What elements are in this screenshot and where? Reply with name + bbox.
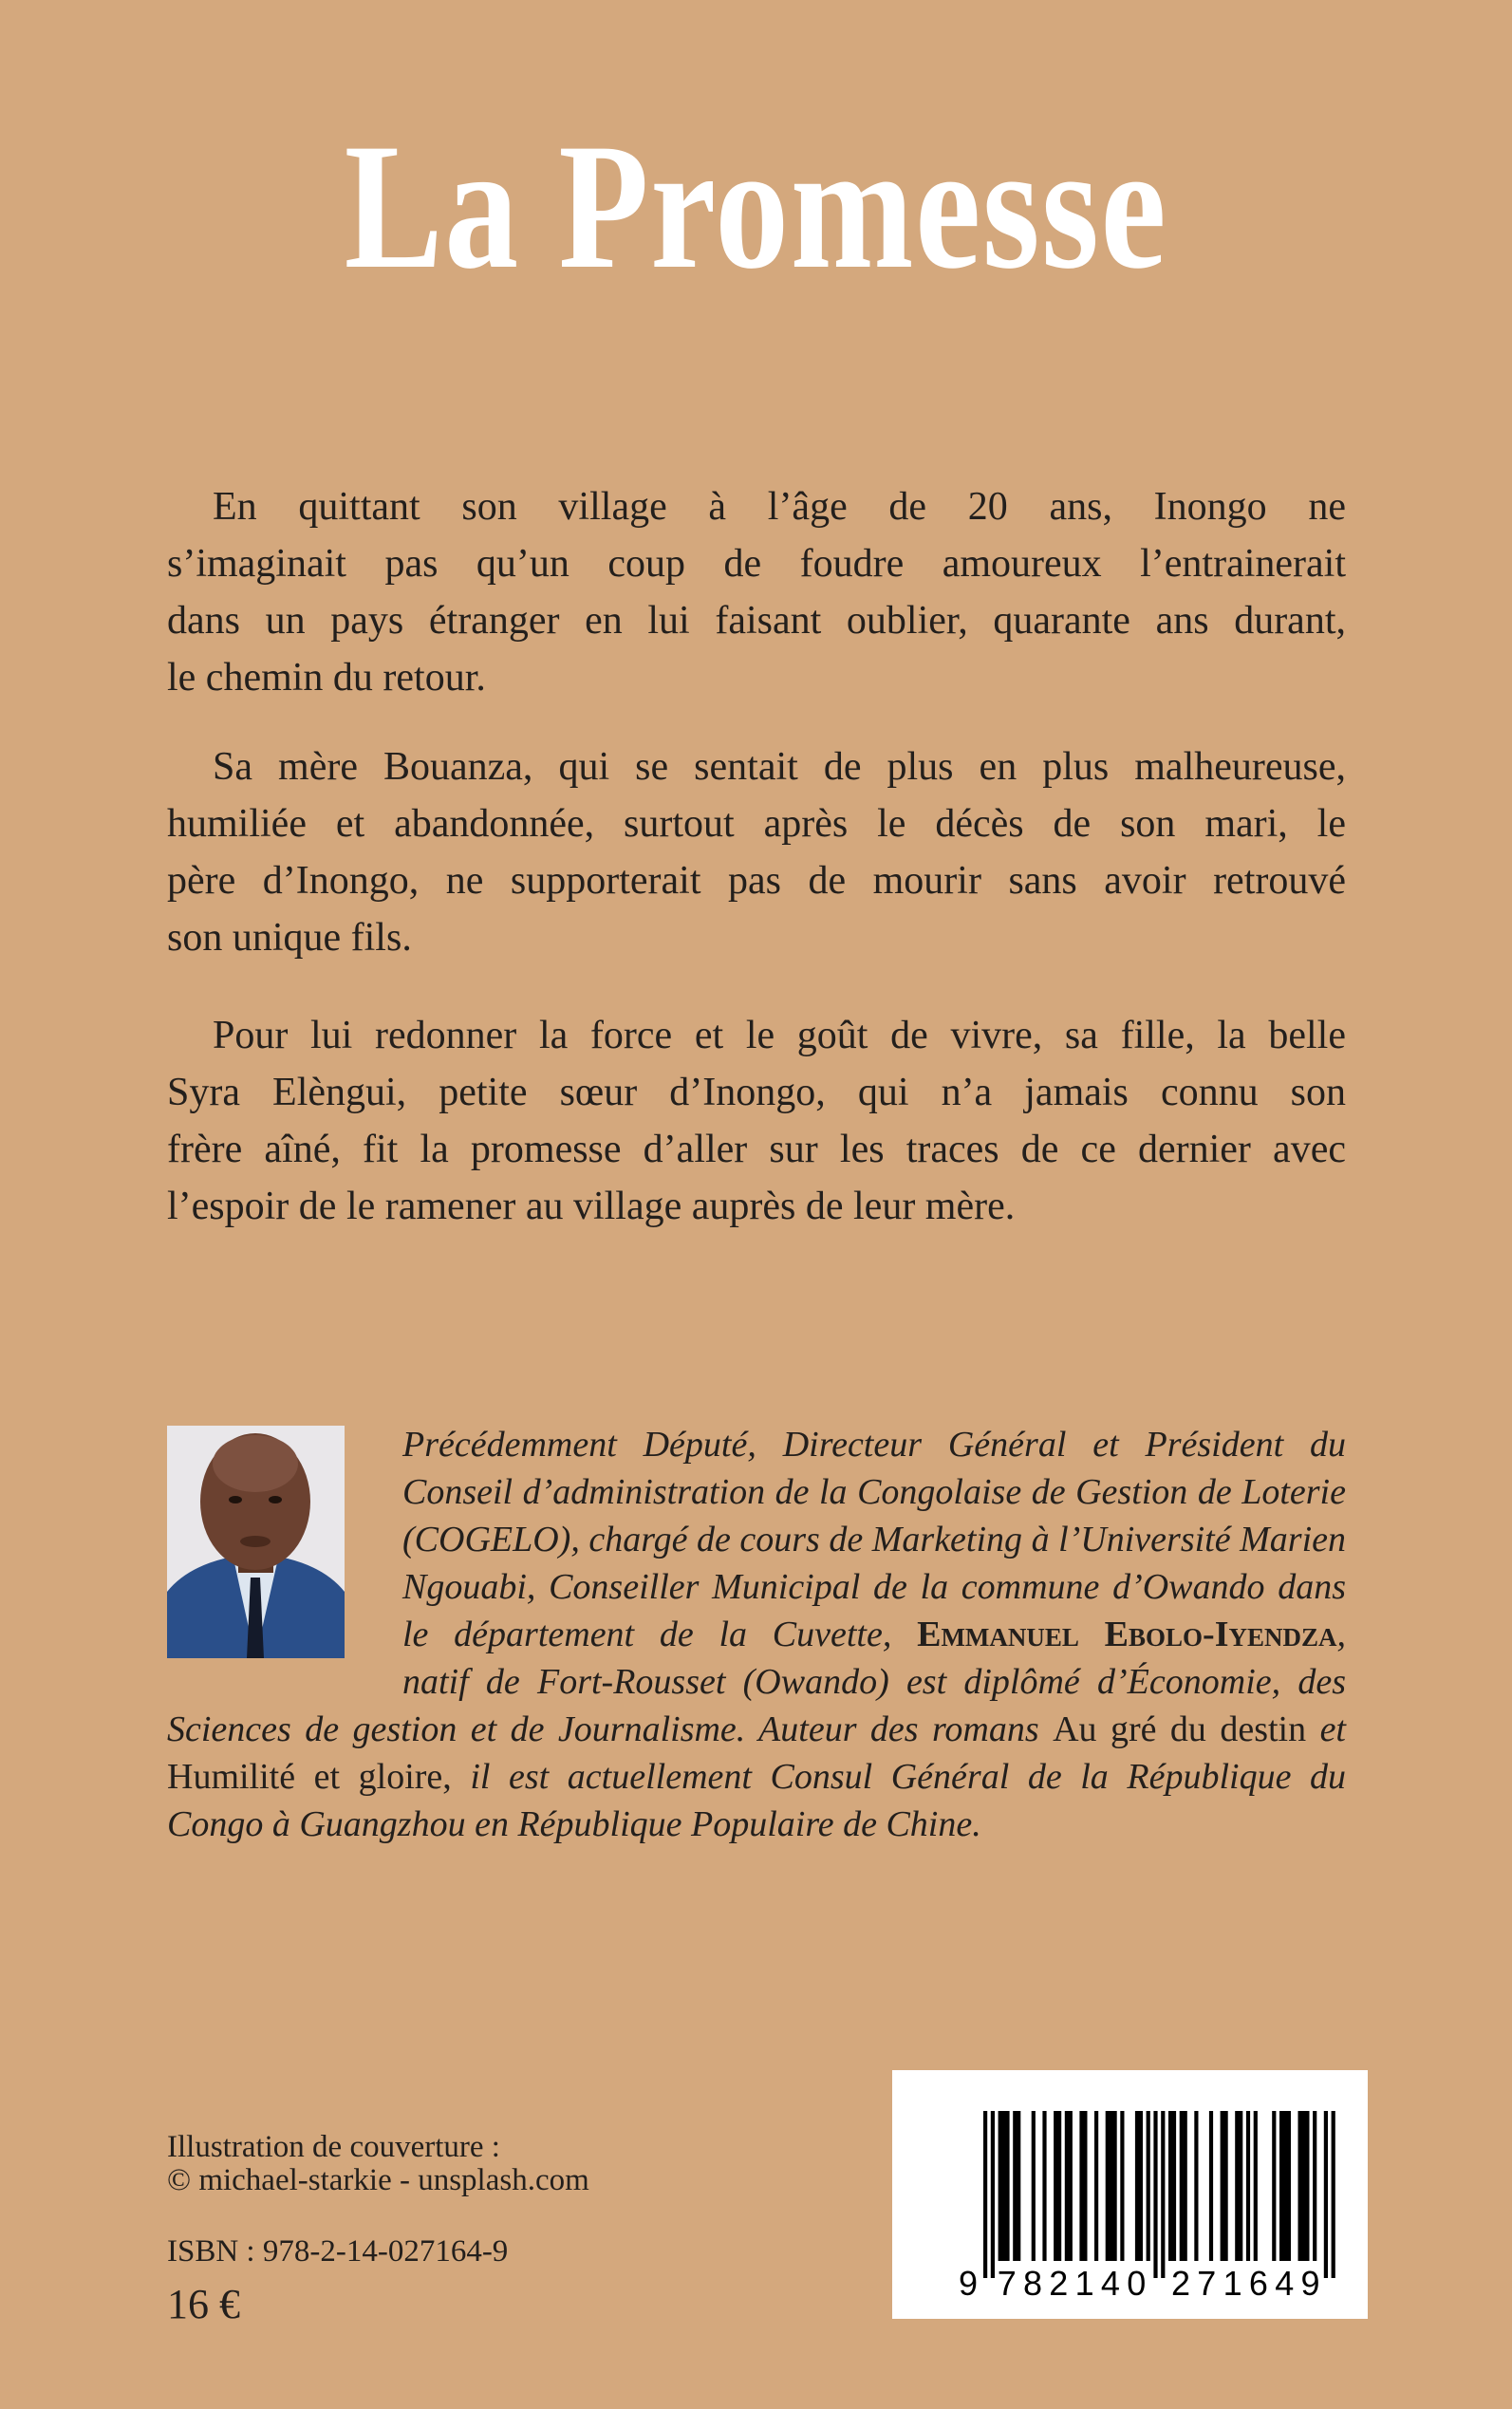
text-line: son unique fils. (167, 916, 412, 960)
barcode-bar (1301, 2111, 1305, 2261)
blurb-paragraph-1 (167, 478, 1346, 706)
text-line: le chemin du retour. (167, 656, 486, 700)
barcode-digit: 4 (1275, 2264, 1295, 2303)
barcode-digit: 2 (1049, 2264, 1069, 2303)
barcode-bar (1298, 2111, 1302, 2261)
barcode-bar (1313, 2111, 1316, 2261)
barcode-bar (1110, 2111, 1113, 2261)
barcode-bar (1239, 2111, 1242, 2261)
barcode-bar (1287, 2111, 1291, 2261)
barcode-digit: 7 (997, 2264, 1017, 2303)
text-line: Syra Elèngui, petite sœur d’Inongo, qui n’a jamais connu son (167, 1071, 1346, 1114)
text-line: humiliée et abandonnée, surtout après le décès de son mari, le (167, 802, 1346, 846)
barcode-bar (1305, 2111, 1309, 2261)
barcode-bar (1209, 2111, 1213, 2261)
bio-line (167, 1706, 1346, 1753)
text-line: dans un pays étranger en lui faisant oublier, quarante ans durant, (167, 599, 1346, 643)
text-line: frère aîné, fit la promesse d’aller sur les traces de ce dernier avec (167, 1128, 1346, 1171)
barcode-bar (999, 2111, 1002, 2261)
bio-text: , (1336, 1615, 1346, 1654)
bio-text: il est actuellement Consul Général de la République du (451, 1757, 1346, 1797)
author-bio (167, 1421, 1346, 1848)
bio-text: et (1306, 1709, 1346, 1749)
barcode-bar (1083, 2111, 1087, 2261)
barcode-bar (1147, 2111, 1150, 2261)
bio-line: Congo à Guangzhou en République Populaire de Chine. (167, 1804, 981, 1844)
barcode-bar (1135, 2111, 1139, 2261)
barcode-digit: 2 (1171, 2264, 1191, 2303)
barcode-digit: 1 (1074, 2264, 1094, 2303)
barcode-bar (1013, 2111, 1017, 2261)
illustration-source: © michael-starkie - unsplash.com (167, 2163, 589, 2197)
barcode-bar (1153, 2111, 1157, 2278)
bio-line: Conseil d’administration de la Congolaise de Gestion de Loterie (402, 1472, 1346, 1512)
barcode-digit: 9 (959, 2264, 979, 2303)
bio-line: Précédemment Député, Directeur Général et Président du (402, 1425, 1346, 1465)
barcode-bar (1221, 2111, 1224, 2261)
barcode-bar (1283, 2111, 1287, 2261)
barcode-bar (983, 2111, 987, 2278)
barcode-bar (991, 2111, 995, 2278)
bio-line (402, 1611, 1346, 1658)
barcode-bar (1279, 2111, 1283, 2261)
barcode-bars (892, 2070, 1368, 2319)
barcode-bar (1224, 2111, 1228, 2261)
text-line: l’espoir de le ramener au village auprès de leur mère. (167, 1185, 1016, 1228)
barcode-bar (1079, 2111, 1083, 2261)
barcode-bar (1172, 2111, 1176, 2261)
blurb-paragraph-3 (167, 1007, 1346, 1235)
blurb-paragraph-2 (167, 738, 1346, 966)
barcode-bar (1069, 2111, 1073, 2261)
illustration-label: Illustration de couverture : (167, 2130, 500, 2164)
barcode-digit: 8 (1023, 2264, 1043, 2303)
isbn: ISBN : 978-2-14-027164-9 (167, 2234, 509, 2269)
barcode-digit: 9 (1300, 2264, 1320, 2303)
text-line: Pour lui redonner la force et le goût de vivre, sa fille, la belle (213, 1014, 1346, 1057)
barcode-bar (1161, 2111, 1165, 2278)
barcode-bar (1235, 2111, 1239, 2261)
barcode-digit: 4 (1100, 2264, 1120, 2303)
barcode-bar (1194, 2111, 1198, 2261)
barcode-bar (1272, 2111, 1276, 2261)
bio-line (167, 1753, 1346, 1801)
book-title-ref: Humilité et gloire, (167, 1757, 452, 1797)
bio-line: Ngouabi, Conseiller Municipal de la commune d’Owando dans (402, 1567, 1346, 1607)
barcode-bar (1324, 2111, 1328, 2278)
barcode-bar (1054, 2111, 1057, 2261)
barcode-bar (1002, 2111, 1006, 2261)
barcode-bar (1106, 2111, 1110, 2261)
text-line: En quittant son village à l’âge de 20 ans, Inongo ne (213, 485, 1346, 529)
barcode-bar (1180, 2111, 1184, 2261)
text-line: s’imaginait pas qu’un coup de foudre amoureux l’entrainerait (167, 542, 1346, 586)
barcode-bar (1113, 2111, 1117, 2261)
author-name: Emmanuel Ebolo-Iyendza (917, 1615, 1337, 1654)
book-title-ref: Au gré du destin (1053, 1709, 1307, 1749)
barcode-bar (1246, 2111, 1250, 2261)
barcode-bar (1254, 2111, 1258, 2261)
barcode-digit: 7 (1197, 2264, 1217, 2303)
price: 16 € (167, 2281, 240, 2327)
barcode-digit: 1 (1223, 2264, 1242, 2303)
barcode (892, 2070, 1368, 2319)
barcode-bar (1139, 2111, 1143, 2261)
barcode-digit: 6 (1248, 2264, 1268, 2303)
text-line: père d’Inongo, ne supporterait pas de mourir sans avoir retrouvé (167, 859, 1346, 903)
barcode-bar (1042, 2111, 1046, 2261)
barcode-bar (1184, 2111, 1187, 2261)
book-title: La Promesse (344, 107, 1168, 307)
barcode-bar (1120, 2111, 1124, 2261)
bio-line: natif de Fort-Rousset (Owando) est diplômé d’Économie, des (402, 1662, 1346, 1702)
bio-text: Sciences de gestion et de Journalisme. Auteur des romans (167, 1709, 1054, 1749)
barcode-bar (1332, 2111, 1335, 2278)
bio-line: (COGELO), chargé de cours de Marketing à l’Université Marien (402, 1520, 1346, 1559)
text-line: Sa mère Bouanza, qui se sentait de plus en plus malheureuse, (213, 745, 1346, 789)
barcode-bar (1017, 2111, 1020, 2261)
barcode-bar (1168, 2111, 1172, 2261)
barcode-digit: 0 (1127, 2264, 1147, 2303)
barcode-bar (1005, 2111, 1009, 2261)
barcode-bar (1057, 2111, 1061, 2261)
barcode-bar (1094, 2111, 1098, 2261)
barcode-bar (1032, 2111, 1036, 2261)
bio-text: le département de la Cuvette, (402, 1615, 918, 1654)
barcode-bar (1065, 2111, 1069, 2261)
